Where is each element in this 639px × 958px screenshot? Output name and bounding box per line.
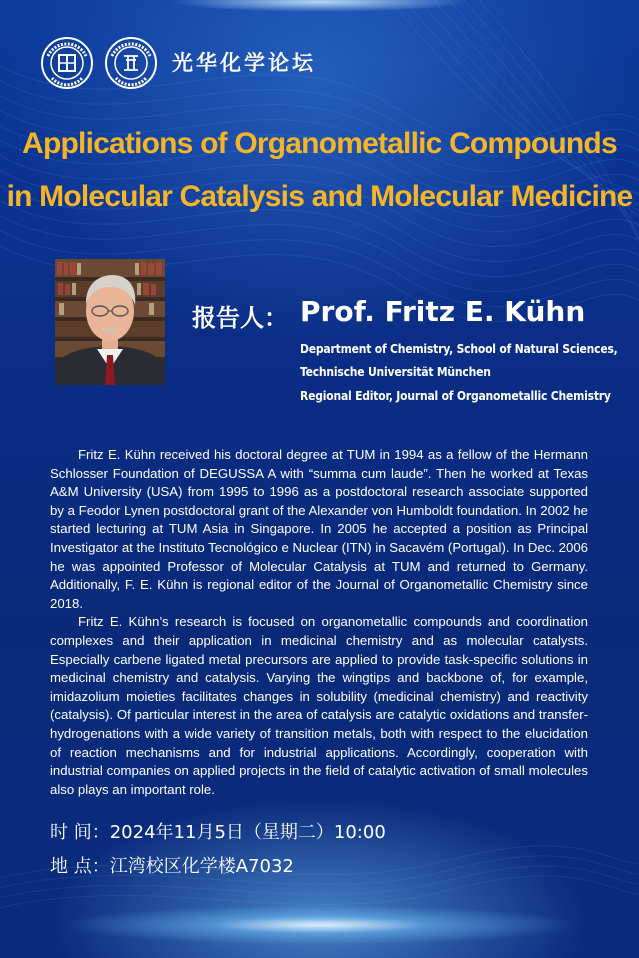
speaker-affiliation-1: Department of Chemistry, School of Natural Sciences,	[300, 342, 618, 356]
speaker-label: 报告人：	[192, 304, 288, 332]
speaker-affiliation-2: Technische Universität München	[300, 365, 491, 379]
talk-title-line-1: Applications of Organometallic Compounds	[22, 127, 617, 160]
fudan-chemistry-logo	[104, 36, 158, 90]
speaker-name: Prof. Fritz E. Kühn	[300, 295, 586, 328]
event-time	[50, 818, 386, 844]
forum-title: 光华化学论坛	[172, 51, 316, 75]
speaker-affiliation-3: Regional Editor, Journal of Organometallic Chemistry	[300, 389, 611, 403]
place-label: 地 点：	[50, 856, 110, 877]
top-light-glow	[170, 0, 470, 12]
fudan-university-logo	[40, 36, 94, 90]
bio-paragraph-1: Fritz E. Kühn received his doctoral degree at TUM in 1994 as a fellow of the Hermann Schlosser Foundation of DEGUSSA A with “summa cum laude”. Then he worked at Texas A&M University (USA) from 1995 to 1996 as a postdoctoral research associate supported by a Feodor Lynen postdoctoral grant of the Alexander von Humboldt foundation. In 2002 he started lecturing at TUM Asia in Singapore. In 2005 he accepted a position as Principal Investigator at the Instituto Tecnológico e Nuclear (ITN) in Sacavém (Portugal). In Dec. 2006 he was appointed Professor of Molecular Catalysis at TUM and returned to Germany. Additionally, F. E. Kühn is regional editor of the Journal of Organometallic Chemistry since 2018.	[50, 447, 588, 611]
time-label: 时 间：	[50, 822, 110, 843]
bio-paragraph-2: Fritz E. Kühn’s research is focused on organometallic compounds and coordination complexes and their application in medicinal chemistry and as molecular catalysts. Especially carbene ligated metal precursors are applied to provide task-specific solutions in medicinal chemistry and catalysis. Varying the wingtips and backbone of, for example, imidazolium moieties facilitates changes in solubility (medicinal chemistry) and reactivity (catalysis). Of particular interest in the area of catalysis are catalytic oxidations and transfer-hydrogenations with a wide variety of transition metals, both with respect to the elucidation of reaction mechanisms and for industrial applications. Accordingly, cooperation with industrial companies on applied projects in the field of catalytic activation of small molecules also plays an important role.	[50, 614, 588, 797]
speaker-biography	[50, 446, 588, 799]
talk-title-line-2: in Molecular Catalysis and Molecular Medicine	[6, 180, 633, 213]
time-value: 2024年11月5日（星期二）10:00	[109, 822, 386, 843]
place-value: 江湾校区化学楼A7032	[109, 856, 294, 877]
speaker-photo	[55, 259, 165, 385]
event-place	[50, 852, 294, 878]
bottom-light-glow	[60, 905, 580, 945]
